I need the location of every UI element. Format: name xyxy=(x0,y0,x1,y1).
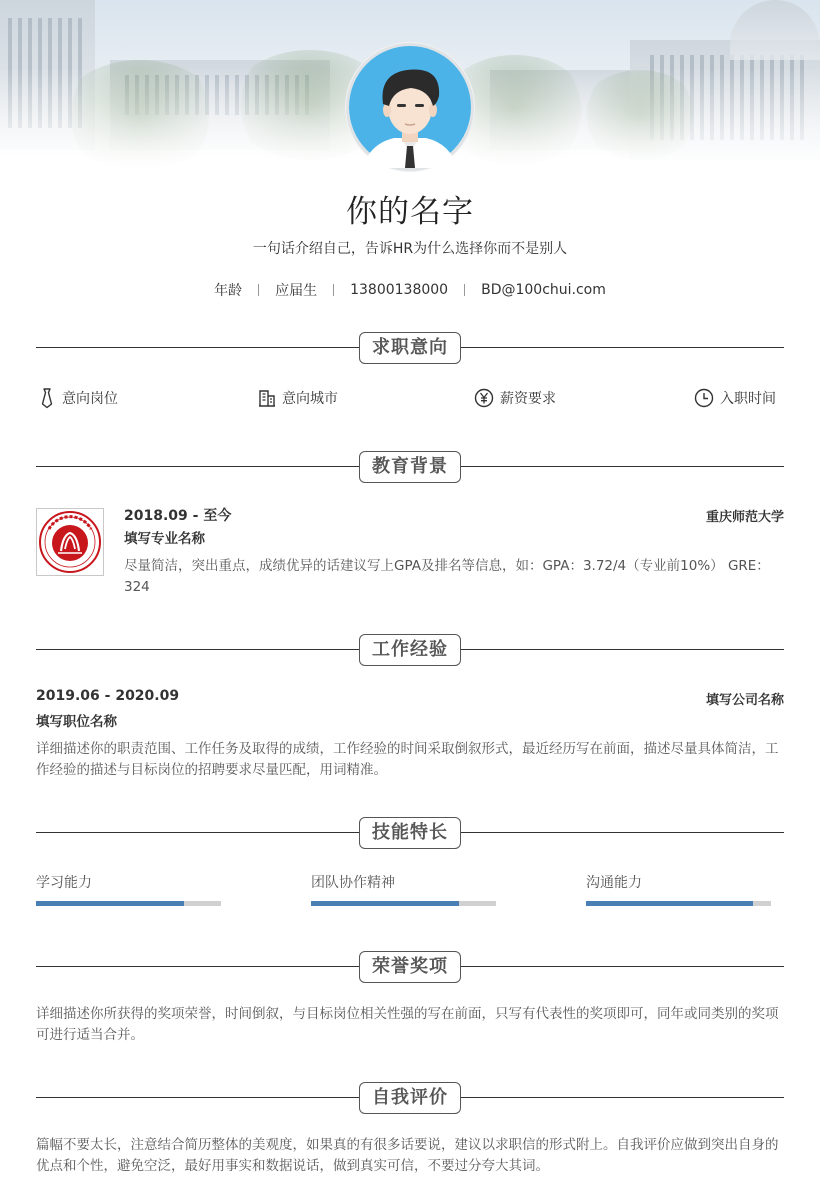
school-seal-icon xyxy=(37,509,103,575)
skill-name: 沟通能力 xyxy=(586,875,642,891)
intent-label: 意向城市 xyxy=(282,391,338,407)
work-position: 填写职位名称 xyxy=(36,714,117,730)
education-school: 重庆师范大学 xyxy=(705,510,784,525)
intent-label: 意向岗位 xyxy=(62,391,118,407)
section-title-education: 教育背景 xyxy=(359,451,461,483)
avatar-illustration xyxy=(349,46,471,168)
section-header-self-eval xyxy=(36,1082,784,1114)
skill-bar xyxy=(311,901,496,906)
skill-bar-fill xyxy=(586,901,753,906)
section-title-work: 工作经验 xyxy=(359,634,461,666)
job-intent-row xyxy=(36,388,784,410)
section-header-skills xyxy=(36,817,784,849)
skill-item xyxy=(586,872,771,906)
honors-description: 详细描述你所获得的奖项荣誉，时间倒叙，与目标岗位相关性强的写在前面，只写有代表性的奖项即可，同年或同类别的奖项可进行适当合并。 xyxy=(36,1006,779,1043)
tie-icon xyxy=(38,388,56,408)
section-header-honors xyxy=(36,951,784,983)
skill-name: 团队协作精神 xyxy=(311,875,395,891)
section-title-self-eval: 自我评价 xyxy=(359,1082,461,1114)
skill-item xyxy=(36,872,221,906)
candidate-name: 你的名字 xyxy=(346,194,474,230)
intent-label: 薪资要求 xyxy=(500,391,556,407)
section-title-honors: 荣誉奖项 xyxy=(359,951,461,983)
intent-salary xyxy=(474,388,556,408)
section-header-education xyxy=(36,451,784,483)
info-phone: 13800138000 xyxy=(350,282,449,298)
avatar xyxy=(346,43,474,171)
tagline: 一句话介绍自己，告诉HR为什么选择你而不是别人 xyxy=(252,241,568,257)
intent-start-time xyxy=(694,388,776,408)
intent-city xyxy=(258,388,338,408)
clock-icon xyxy=(694,388,714,408)
skill-bar xyxy=(36,901,221,906)
self-eval-description: 篇幅不要太长，注意结合简历整体的美观度，如果真的有很多话要说，建议以求职信的形式附上。自我评价应做到突出自身的优点和个性，避免空泛，最好用事实和数据说话，做到真实可信，不要过分夸大其词。 xyxy=(36,1137,779,1174)
skill-name: 学习能力 xyxy=(36,875,92,891)
yuan-icon xyxy=(474,388,494,408)
education-date: 2018.09 - 至今 xyxy=(124,508,232,524)
work-company: 填写公司名称 xyxy=(705,693,784,708)
section-title-intent: 求职意向 xyxy=(359,332,461,364)
section-header-work xyxy=(36,634,784,666)
intent-label: 入职时间 xyxy=(720,391,776,407)
skill-bar-fill xyxy=(36,901,184,906)
info-age: 年龄 xyxy=(214,283,243,299)
skill-item xyxy=(311,872,496,906)
work-date: 2019.06 - 2020.09 xyxy=(36,688,180,704)
work-description: 详细描述你的职责范围、工作任务及取得的成绩，工作经验的时间采取倒叙形式，最近经历写在前面，描述尽量具体简洁，工作经验的描述与目标岗位的招聘要求尽量匹配，用词精准。 xyxy=(36,741,779,778)
section-header-intent xyxy=(36,332,784,364)
skill-bar xyxy=(586,901,771,906)
contact-info xyxy=(0,280,820,300)
section-title-skills: 技能特长 xyxy=(359,817,461,849)
info-status: 应届生 xyxy=(275,283,318,299)
intent-position xyxy=(38,388,118,408)
info-email: BD@100chui.com xyxy=(481,282,606,298)
education-description: 尽量简洁，突出重点，成绩优异的话建议写上GPA及排名等信息，如：GPA：3.72/4（专业前10%） GRE：324 xyxy=(124,558,770,595)
building-icon xyxy=(258,389,276,407)
school-logo xyxy=(36,508,104,576)
skill-bar-fill xyxy=(311,901,459,906)
education-major: 填写专业名称 xyxy=(124,531,205,547)
